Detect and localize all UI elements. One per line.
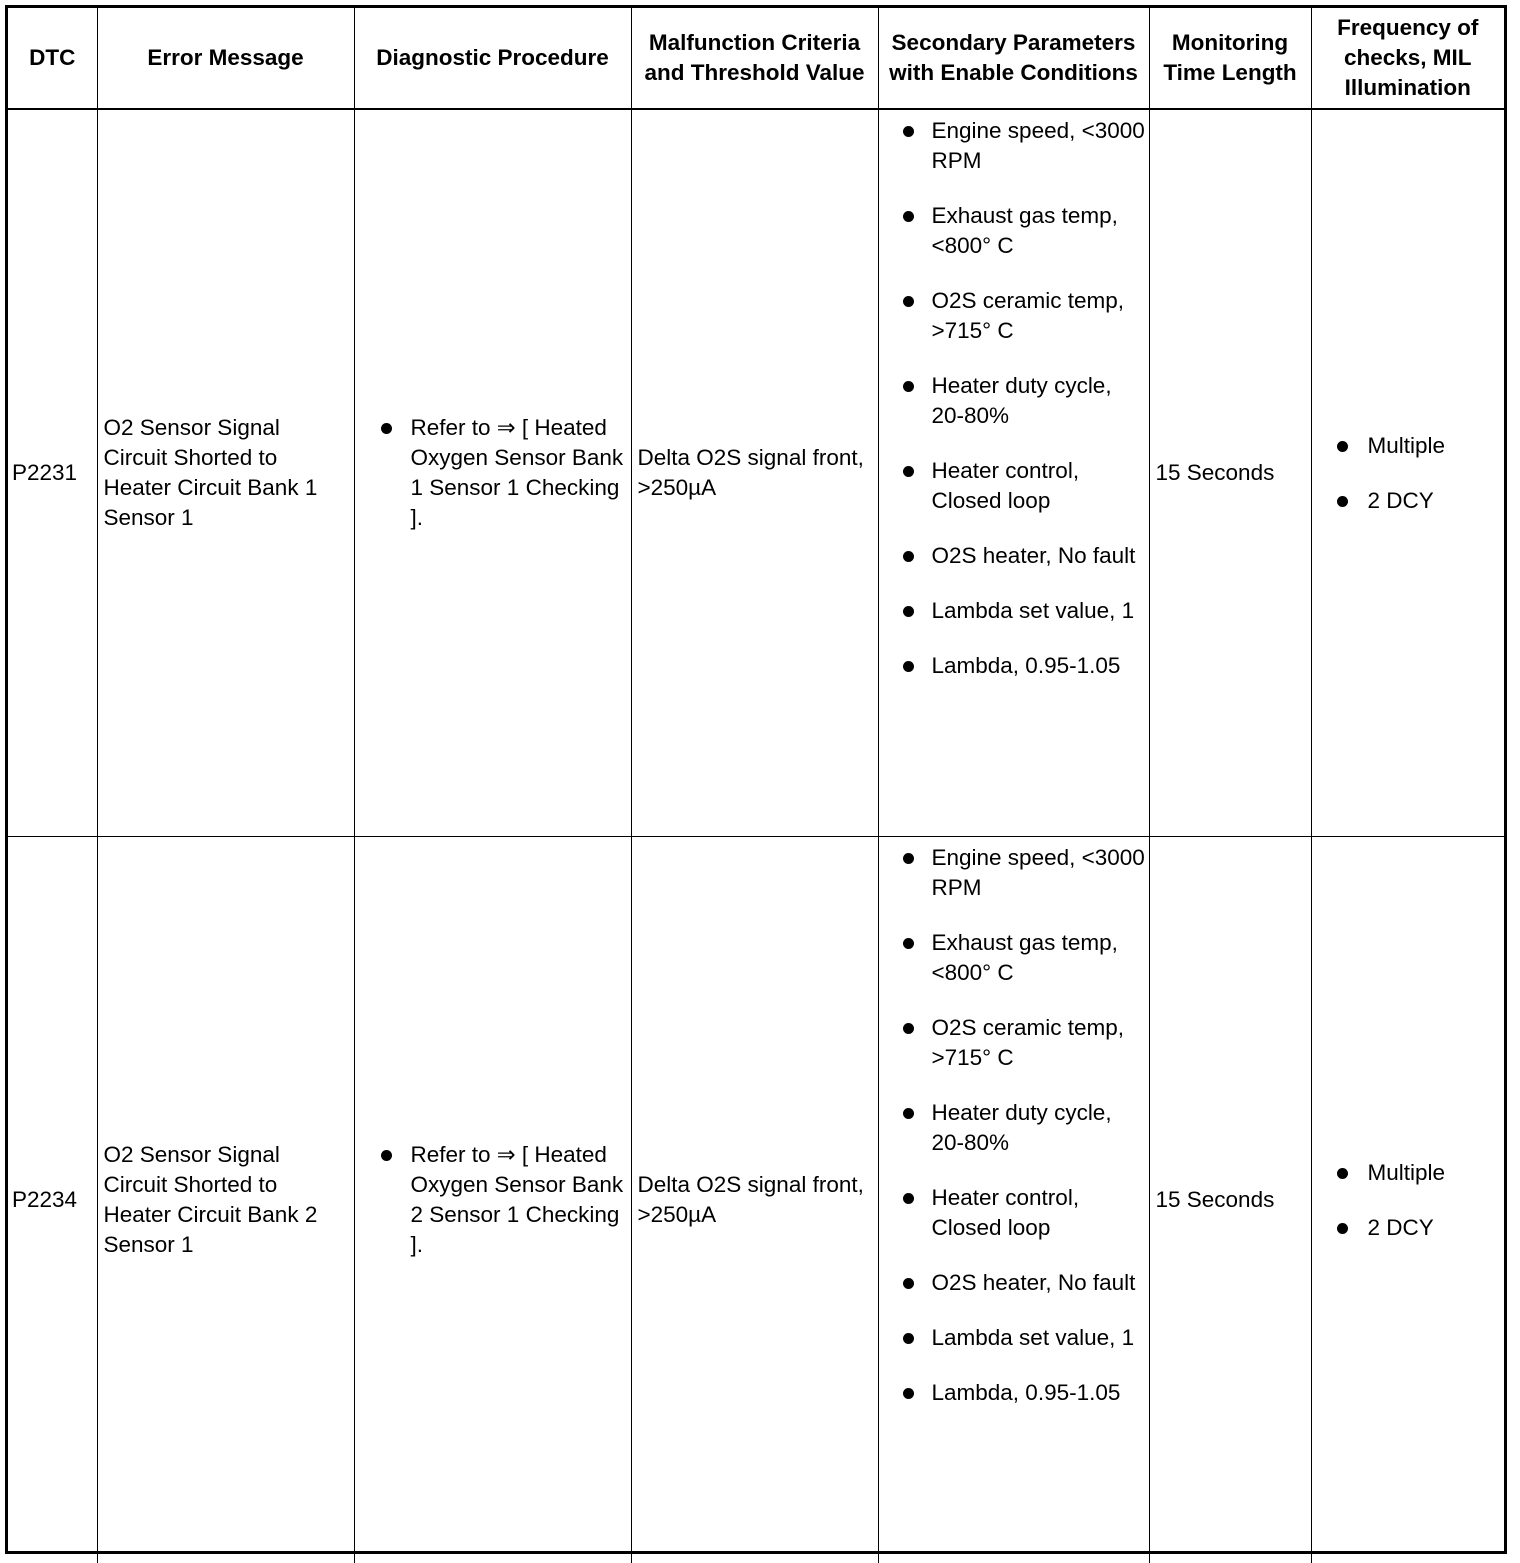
header-frequency: Frequency of checks, MIL Illumination — [1311, 8, 1504, 109]
list-item — [882, 456, 1146, 516]
list-item — [882, 1098, 1146, 1158]
parameter-text: Exhaust gas temp, <800° C — [932, 203, 1118, 258]
parameter-text: Engine speed, <3000 RPM — [932, 118, 1145, 173]
diagnostic-procedure — [354, 109, 631, 837]
list-item — [361, 413, 625, 533]
bullet-icon — [381, 1150, 392, 1161]
list-item — [1318, 1213, 1499, 1243]
list-item — [882, 201, 1146, 261]
list-item — [882, 541, 1146, 571]
mil-text: 2 DCY — [1368, 1215, 1434, 1240]
table-row — [8, 837, 1504, 1563]
bullet-icon — [381, 423, 392, 434]
malfunction-criteria: Delta O2S signal front, >250µA — [631, 109, 878, 837]
list-item — [882, 116, 1146, 176]
bullet-icon — [903, 466, 914, 477]
parameter-text: Heater control, Closed loop — [932, 1185, 1080, 1240]
bullet-icon — [903, 1333, 914, 1344]
header-monitoring-time: Monitoring Time Length — [1149, 8, 1311, 109]
frequency — [1311, 109, 1504, 837]
parameter-text: Lambda set value, 1 — [932, 1325, 1135, 1350]
procedure-link-text[interactable]: Refer to ⇒ [ Heated Oxygen Sensor Bank 1 Sensor 1 Checking ]. — [411, 415, 624, 530]
list-item — [1318, 431, 1499, 461]
secondary-parameters — [878, 109, 1149, 837]
list-item — [882, 371, 1146, 431]
bullet-icon — [903, 551, 914, 562]
dtc-code: P2234 — [8, 837, 97, 1563]
list-item — [882, 1268, 1146, 1298]
monitoring-time: 15 Seconds — [1149, 837, 1311, 1563]
diagnostic-procedure — [354, 837, 631, 1563]
bullet-icon — [903, 1193, 914, 1204]
procedure-link-text[interactable]: Refer to ⇒ [ Heated Oxygen Sensor Bank 2 Sensor 1 Checking ]. — [411, 1142, 624, 1257]
mil-text: 2 DCY — [1368, 488, 1434, 513]
bullet-icon — [903, 938, 914, 949]
list-item — [882, 928, 1146, 988]
bullet-icon — [1337, 496, 1348, 507]
parameter-text: Lambda, 0.95-1.05 — [932, 653, 1121, 678]
dtc-code: P2231 — [8, 109, 97, 837]
parameter-text: O2S heater, No fault — [932, 1270, 1136, 1295]
table-header-row — [8, 8, 1504, 109]
bullet-icon — [1337, 441, 1348, 452]
error-message: O2 Sensor Signal Circuit Shorted to Heater Circuit Bank 2 Sensor 1 — [97, 837, 354, 1563]
bullet-icon — [903, 1023, 914, 1034]
secondary-parameters — [878, 837, 1149, 1563]
bullet-icon — [903, 853, 914, 864]
bullet-icon — [903, 296, 914, 307]
header-secondary-parameters: Secondary Parameters with Enable Conditions — [878, 8, 1149, 109]
parameter-text: Heater duty cycle, 20-80% — [932, 1100, 1112, 1155]
header-dtc: DTC — [8, 8, 97, 109]
bullet-icon — [903, 606, 914, 617]
bullet-icon — [903, 211, 914, 222]
parameter-text: Engine speed, <3000 RPM — [932, 845, 1145, 900]
parameter-text: Lambda set value, 1 — [932, 598, 1135, 623]
bullet-icon — [903, 1108, 914, 1119]
table-row — [8, 109, 1504, 837]
frequency-text: Multiple — [1368, 1160, 1446, 1185]
list-item — [882, 1378, 1146, 1408]
monitoring-time: 15 Seconds — [1149, 109, 1311, 837]
bullet-icon — [903, 126, 914, 137]
error-message: O2 Sensor Signal Circuit Shorted to Heater Circuit Bank 1 Sensor 1 — [97, 109, 354, 837]
parameter-text: Heater control, Closed loop — [932, 458, 1080, 513]
bullet-icon — [1337, 1223, 1348, 1234]
parameter-text: O2S heater, No fault — [932, 543, 1136, 568]
parameter-text: Exhaust gas temp, <800° C — [932, 930, 1118, 985]
parameter-text: Lambda, 0.95-1.05 — [932, 1380, 1121, 1405]
list-item — [882, 843, 1146, 903]
header-diagnostic-procedure: Diagnostic Procedure — [354, 8, 631, 109]
bullet-icon — [903, 1278, 914, 1289]
dtc-table-frame — [5, 5, 1507, 1554]
list-item — [882, 596, 1146, 626]
parameter-text: Heater duty cycle, 20-80% — [932, 373, 1112, 428]
dtc-table — [8, 8, 1504, 1563]
list-item — [882, 1013, 1146, 1073]
bullet-icon — [903, 381, 914, 392]
header-error-message: Error Message — [97, 8, 354, 109]
malfunction-criteria: Delta O2S signal front, >250µA — [631, 837, 878, 1563]
list-item — [882, 651, 1146, 681]
list-item — [882, 286, 1146, 346]
parameter-text: O2S ceramic temp, >715° C — [932, 1015, 1125, 1070]
list-item — [1318, 486, 1499, 516]
frequency-text: Multiple — [1368, 433, 1446, 458]
bullet-icon — [1337, 1168, 1348, 1179]
list-item — [882, 1323, 1146, 1353]
list-item — [882, 1183, 1146, 1243]
bullet-icon — [903, 1388, 914, 1399]
list-item — [361, 1140, 625, 1260]
parameter-text: O2S ceramic temp, >715° C — [932, 288, 1125, 343]
frequency — [1311, 837, 1504, 1563]
bullet-icon — [903, 661, 914, 672]
list-item — [1318, 1158, 1499, 1188]
header-malfunction-criteria: Malfunction Criteria and Threshold Value — [631, 8, 878, 109]
